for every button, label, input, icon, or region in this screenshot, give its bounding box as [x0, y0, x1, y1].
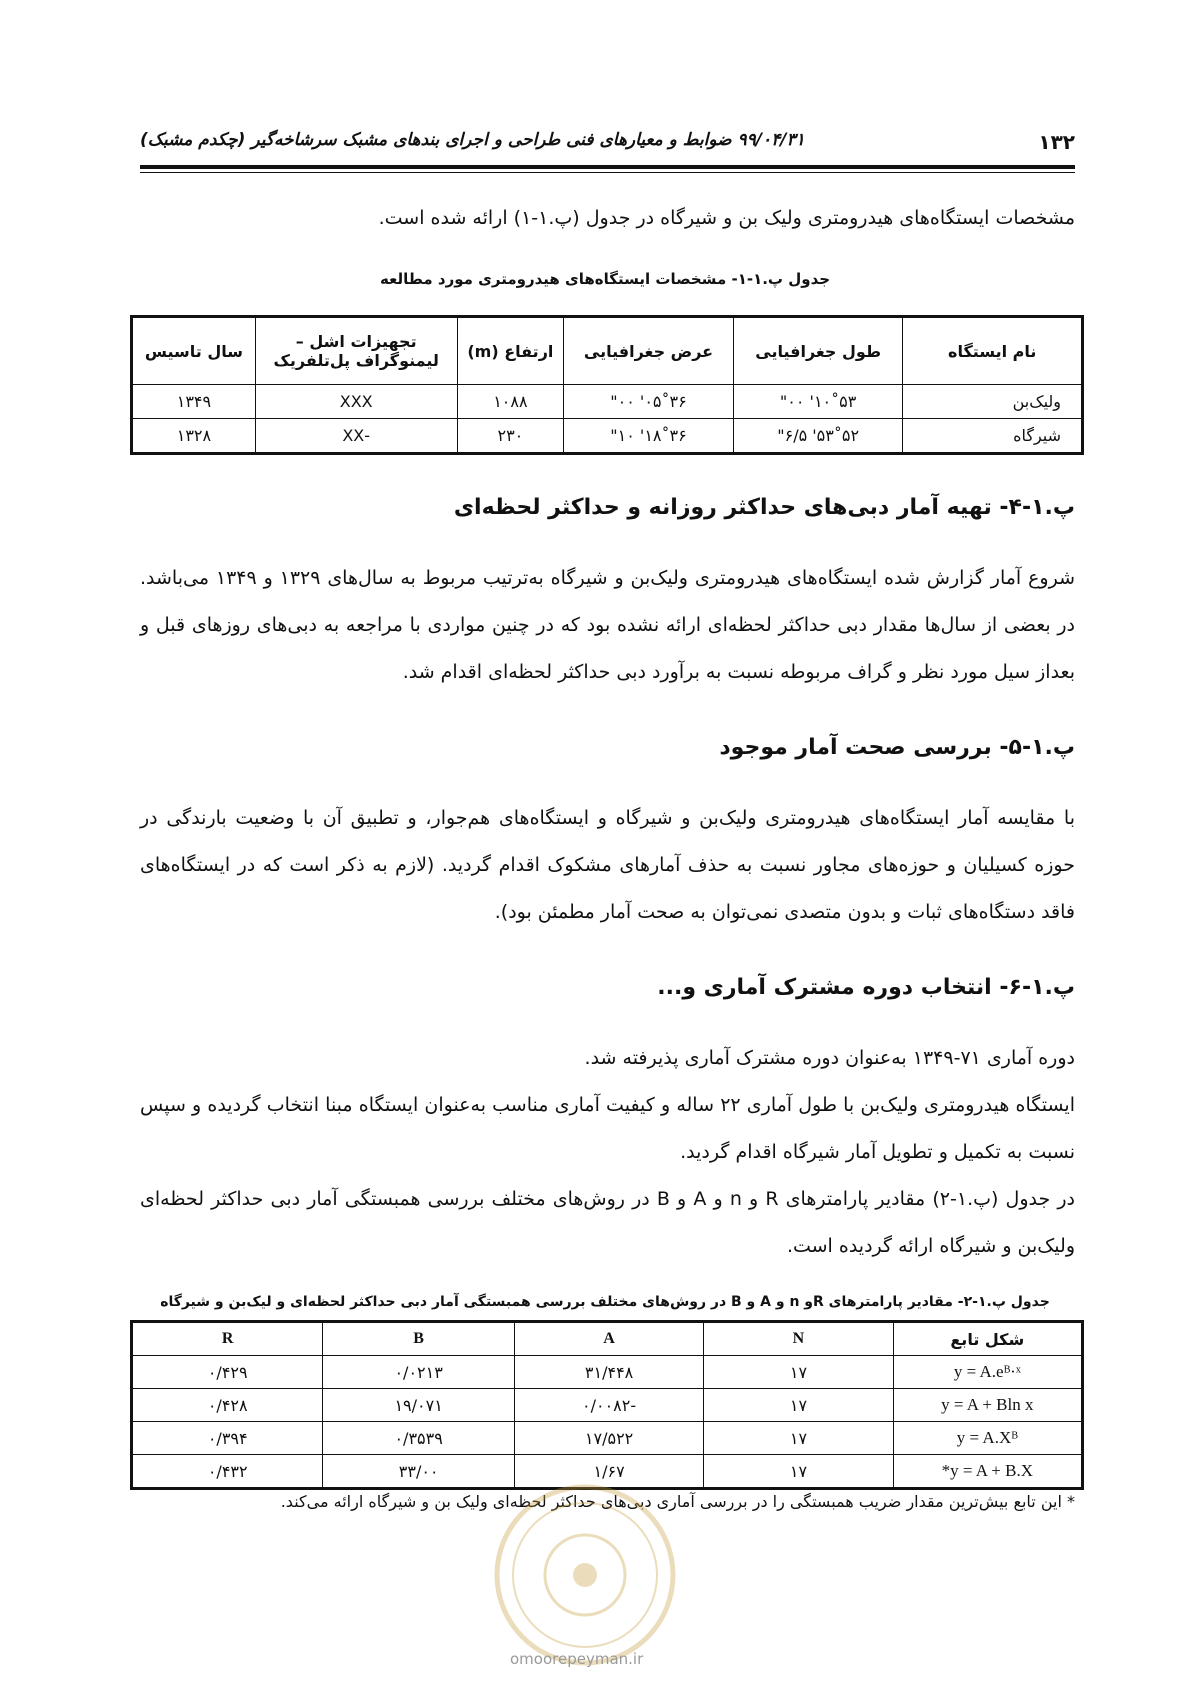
table-cell: ۰/۰۲۱۳ [323, 1356, 514, 1389]
header-cell: طول جغرافیایی [733, 317, 903, 385]
header-cell: سال تاسیس [132, 317, 256, 385]
table-cell: شیرگاه [903, 419, 1083, 454]
table-cell: ۱/۶۷ [514, 1455, 703, 1489]
header-rule [140, 165, 1075, 169]
section6-paragraph-1: دوره آماری ۷۱-۱۳۴۹ به‌عنوان دوره مشترک آماری پذیرفته شد. [584, 1047, 1075, 1069]
intro-paragraph: مشخصات ایستگاه‌های هیدرومتری ولیک بن و شیرگاه در جدول (پ.۱-۱) ارائه شده است. [378, 207, 1075, 229]
table-row [132, 385, 1083, 419]
table-cell: -XX [255, 419, 457, 454]
running-title: ۹۹/۰۴/۳۱ ضوابط و معیارهای فنی طراحی و اجرای بندهای مشبک سرشاخه‌گیر (چکدم مشبک) [140, 130, 805, 150]
page-header [140, 130, 1075, 164]
table-cell: ۳۶˚۱۸' ۱۰" [564, 419, 734, 454]
correlation-table [130, 1320, 1084, 1490]
section6-heading: پ.۱-۶- انتخاب دوره مشترک آماری و... [657, 975, 1075, 1000]
table-header-row [132, 1322, 1083, 1356]
section6-paragraph-3: در جدول (پ.۱-۲) مقادیر پارامترهای R و n و A و B در روش‌های مختلف بررسی همبستگی آمار دبی حداکثر لحظه‌ای ولیک‌بن و شیرگاه ارائه گردیده است. [140, 1188, 1075, 1257]
table-row [132, 419, 1083, 454]
table-cell: ۱۹/۰۷۱ [323, 1389, 514, 1422]
table-cell: ۱۷ [704, 1455, 893, 1489]
table-cell: ۰/۳۵۳۹ [323, 1422, 514, 1455]
header-cell: شکل تابع [893, 1322, 1082, 1356]
page-number: ۱۳۲ [1038, 130, 1075, 154]
table-cell: ۱۰۸۸ [457, 385, 564, 419]
header-cell: عرض جغرافیایی [564, 317, 734, 385]
header-cell: ارتفاع (m) [457, 317, 564, 385]
section5-heading: پ.۱-۵- بررسی صحت آمار موجود [719, 735, 1075, 760]
table-cell: XXX [255, 385, 457, 419]
function-cell: *y = A + B.X [893, 1455, 1082, 1489]
table-cell: ۰/۳۹۴ [132, 1422, 323, 1455]
stations-table [130, 315, 1084, 455]
header-cell: R [132, 1322, 323, 1356]
table-row [132, 1389, 1083, 1422]
table1-caption: جدول پ.۱-۱- مشخصات ایستگاه‌های هیدرومتری مورد مطالعه [379, 270, 831, 288]
table-cell: ۱۳۲۸ [132, 419, 256, 454]
function-cell: y = A.eᴮ·ˣ [893, 1356, 1082, 1389]
table-cell: ۲۳۰ [457, 419, 564, 454]
header-rule-thin [140, 172, 1075, 173]
table-cell: ۳۱/۴۴۸ [514, 1356, 703, 1389]
table-cell: ۰/۴۳۲ [132, 1455, 323, 1489]
table-row [132, 1356, 1083, 1389]
table-cell: ۳۶˚۰۵' ۰۰" [564, 385, 734, 419]
table2-footnote: * این تابع بیش‌ترین مقدار ضریب همبستگی را در بررسی آماری دبی‌های حداکثر لحظه‌ای ولیک بن و شیرگاه ارائه می‌کند. [280, 1492, 1075, 1511]
function-cell: y = A + Bln x [893, 1389, 1082, 1422]
section5-body: با مقایسه آمار ایستگاه‌های هیدرومتری ولیک‌بن و شیرگاه و ایستگاه‌های هم‌جوار، و تطبیق آن با وضعیت بارندگی در حوزه کسیلیان و حوزه‌های مجاور نسبت به حذف آمارهای مشکوک اقدام گردید. (لازم به ذکر است که در ایستگاه‌های فاقد دستگاه‌های ثبات و بدون متصدی نمی‌توان به صحت آمار مطمئن بود). [140, 807, 1075, 923]
table-cell: ۱۷ [704, 1422, 893, 1455]
table-cell: ۵۲˚۵۳' ۶/۵" [733, 419, 903, 454]
table-header-row [132, 317, 1083, 385]
seal-watermark-icon [490, 1480, 680, 1670]
header-cell: نام ایستگاه [903, 317, 1083, 385]
section4-heading: پ.۱-۴- تهیه آمار دبی‌های حداکثر روزانه و حداکثر لحظه‌ای [453, 495, 1075, 520]
table-cell: ۰/۴۲۹ [132, 1356, 323, 1389]
table-cell: ۱۷/۵۲۲ [514, 1422, 703, 1455]
section6-paragraph-2: ایستگاه هیدرومتری ولیک‌بن با طول آماری ۲۲ ساله و کیفیت آماری مناسب به‌عنوان ایستگاه مبنا انتخاب گردیده و سپس نسبت به تکمیل و تطویل آمار شیرگاه اقدام گردید. [140, 1094, 1075, 1163]
table2-caption: جدول پ.۱-۲- مقادیر پارامترهای Rو n و A و B در روش‌های مختلف بررسی همبستگی آمار دبی حداکثر لحظه‌ای و لیک‌بن و شیرگاه [160, 1294, 1050, 1310]
table-cell: ۰/۴۲۸ [132, 1389, 323, 1422]
table-row [132, 1422, 1083, 1455]
header-cell: N [704, 1322, 893, 1356]
table-cell: ولیک‌بن [903, 385, 1083, 419]
table-cell: ۵۳˚۱۰' ۰۰" [733, 385, 903, 419]
table-cell: -۰/۰۰۸۲ [514, 1389, 703, 1422]
watermark-site: omoorepeyman.ir [510, 1650, 644, 1668]
table-cell: ۳۳/۰۰ [323, 1455, 514, 1489]
table-cell: ۱۷ [704, 1356, 893, 1389]
section4-body: شروع آمار گزارش شده ایستگاه‌های هیدرومتری ولیک‌بن و شیرگاه به‌ترتیب مربوط به سال‌های ۱۳۲۹ و ۱۳۴۹ می‌باشد. در بعضی از سال‌ها مقدار دبی حداکثر لحظه‌ای ارائه نشده بود که در چنین مواردی با مراجعه به دبی‌های روزهای قبل و بعداز سیل مورد نظر و گراف مربوطه نسبت به برآورد دبی حداکثر لحظه‌ای اقدام شد. [140, 567, 1075, 683]
header-cell: تجهیزات اشل – لیمنوگراف پل‌تلفریک [255, 317, 457, 385]
function-cell: y = A.Xᴮ [893, 1422, 1082, 1455]
table-cell: ۱۷ [704, 1389, 893, 1422]
table-cell: ۱۳۴۹ [132, 385, 256, 419]
header-cell: A [514, 1322, 703, 1356]
header-cell: B [323, 1322, 514, 1356]
